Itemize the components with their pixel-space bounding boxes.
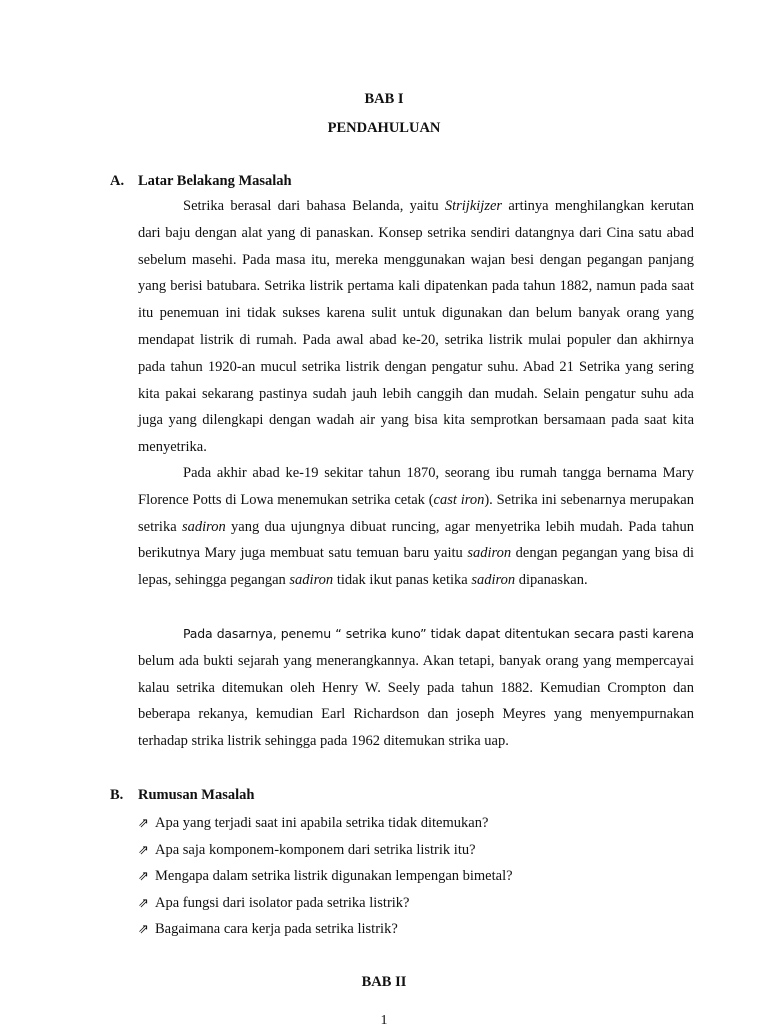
paragraph-3-alt-font-text: Pada dasarnya, penemu “ setrika kuno” tidak dapat ditentukan secara pasti karena [183,626,694,641]
section-a-title: Latar Belakang Masalah [138,173,292,189]
section-b-title: Rumusan Masalah [138,787,255,803]
list-item-text: Bagaimana cara kerja pada setrika listrik? [155,921,398,937]
section-a-heading [110,172,292,190]
hollow-arrow-bullet-icon: ⇗ [138,869,149,884]
hollow-arrow-bullet-icon: ⇗ [138,922,149,937]
paragraph-2-text-4: dengan pegangan yang bisa di lepas, sehingga pegangan [138,545,694,589]
paragraph-2-italic-2: sadiron [181,518,226,535]
paragraph-2-italic-5: sadiron [471,572,516,589]
list-item [138,916,698,943]
paragraph-2-text-3: yang dua ujungnya dibuat runcing, agar menyetrika lebih mudah. Pada tahun berikutnya Mary juga membuat satu temuan baru yaitu [138,518,695,562]
paragraph-2-italic-1: cast iron [433,491,485,508]
page-number: 1 [380,1013,388,1028]
hollow-arrow-bullet-icon: ⇗ [138,842,149,858]
problem-list [138,810,698,943]
paragraph-2 [138,460,694,594]
section-b-letter: B. [110,787,124,803]
chapter-2-title: BAB II [361,974,407,990]
paragraph-2-italic-4: sadiron [289,572,334,589]
paragraph-2-text-5: tidak ikut panas ketika [333,572,472,589]
chapter-title: BAB I [364,91,404,107]
list-item-text: Apa saja komponem-komponem dari setrika listrik itu? [155,841,476,858]
paragraph-2-italic-3: sadiron [467,545,512,562]
paragraph-1-text-2: artinya menghilangkan kerutan dari baju dengan alat yang di panaskan. Konsep setrika sendiri datangnya dari Cina satu abad sebelum masehi. Pada masa itu, mereka menggunakan wajan besi dengan pegangan panjang yang berisi batubara. Setrika listrik pertama kali dipatenkan pada tahun 1882, namun pada saat itu penemuan ini tidak sukses karena sulit untuk digunakan dan belum banyak orang yang mendapat listrik di rumah. Pada awal abad ke-20, setrika listrik mulai populer dan akhirnya pada tahun 1920-an mucul setrika listrik dengan pengatur suhu. Abad 21 Setrika yang sering kita pakai sekarang pastinya sudah jauh lebih canggih dan mudah. Selain pengatur suhu ada juga yang dilengkapi dengan wadah air yang bisa kita semprotkan bersamaan pada saat kita menyetrika. [138,198,694,456]
paragraph-1 [138,193,694,461]
list-item [138,837,698,864]
list-item [138,810,698,837]
paragraph-2-text-2: ). Setrika ini sebenarnya merupakan setrika [138,491,694,535]
paragraph-1-text-1: Setrika berasal dari bahasa Belanda, yaitu [183,198,445,214]
chapter-subtitle: PENDAHULUAN [327,120,441,136]
hollow-arrow-bullet-icon: ⇗ [138,816,149,831]
section-b-heading [110,786,254,804]
list-item-text: Apa fungsi dari isolator pada setrika listrik? [155,894,410,911]
list-item-text: Mengapa dalam setrika listrik digunakan lempengan bimetal? [155,868,513,884]
paragraph-3 [138,621,694,755]
paragraph-2-text-6: dipanaskan. [515,572,588,589]
paragraph-3-text-1: belum ada bukti sejarah yang menerangkannya. Akan tetapi, banyak orang yang mempercayai kalau setrika ditemukan oleh Henry W. Seely pada tahun 1882. Kemudian Crompton dan beberapa rekanya, kemudian Earl Richardson dan joseph Meyres yang menyempurnakan terhadap strika listrik sehingga pada 1962 ditemukan strika uap. [138,652,694,750]
paragraph-2-text-1: Pada akhir abad ke-19 sekitar tahun 1870, seorang ibu rumah tangga bernama Mary Florence Potts di Lowa menemukan setrika cetak ( [138,465,694,508]
list-item [138,863,698,890]
list-item [138,890,698,917]
hollow-arrow-bullet-icon: ⇗ [138,895,149,911]
paragraph-1-italic-1: Strijkijzer [444,198,503,214]
list-item-text: Apa yang terjadi saat ini apabila setrika tidak ditemukan? [155,815,489,831]
section-a-letter: A. [110,173,125,189]
